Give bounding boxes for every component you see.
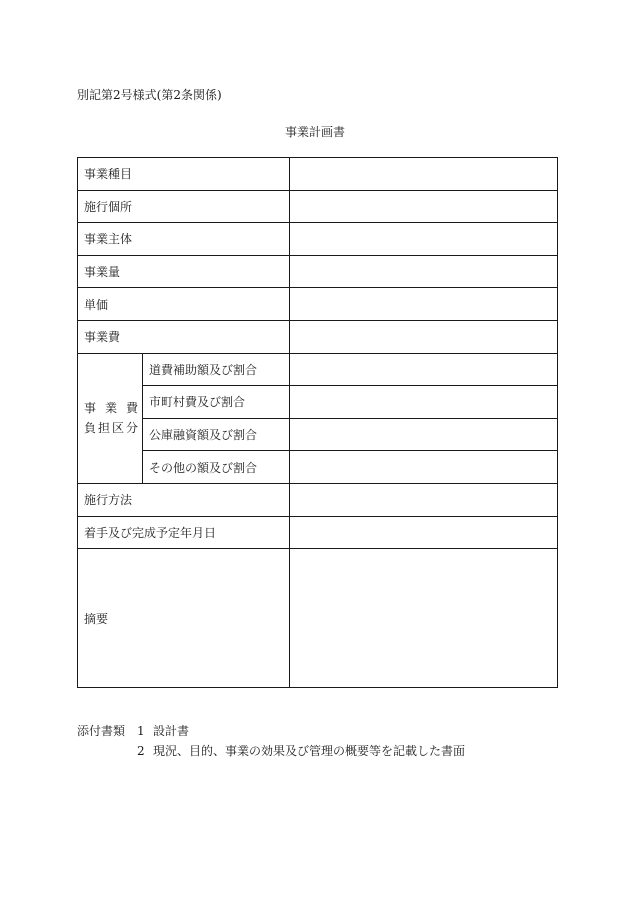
- form-number: 別記第2号様式(第2条関係): [77, 88, 222, 102]
- table-row: [78, 353, 558, 386]
- row-label-method: 施行方法: [78, 483, 290, 516]
- row-label-site: 施行個所: [78, 190, 290, 223]
- table-row: [78, 451, 558, 484]
- burden-item-label: その他の額及び割合: [143, 451, 290, 484]
- table-row: [78, 190, 558, 223]
- burden-item-value: [290, 386, 558, 419]
- table-row: [78, 549, 558, 688]
- table-row: [78, 288, 558, 321]
- attachments: [77, 721, 465, 761]
- row-value-entity: [290, 223, 558, 256]
- row-value-cost: [290, 320, 558, 353]
- row-value-site: [290, 190, 558, 223]
- row-label-unit-price: 単価: [78, 288, 290, 321]
- burden-item-value: [290, 353, 558, 386]
- burden-item-label: 道費補助額及び割合: [143, 353, 290, 386]
- burden-item-value: [290, 451, 558, 484]
- row-label-entity: 事業主体: [78, 223, 290, 256]
- burden-item-value: [290, 418, 558, 451]
- row-value-remarks: [290, 549, 558, 688]
- row-value-method: [290, 483, 558, 516]
- row-value-schedule: [290, 516, 558, 549]
- attachment-number: 1: [137, 724, 145, 738]
- attachment-item: [77, 741, 465, 761]
- row-value-unit-price: [290, 288, 558, 321]
- row-value-project-type: [290, 158, 558, 191]
- burden-group-label-line2: 負担区分: [84, 421, 138, 436]
- table-row: [78, 386, 558, 419]
- row-label-cost: 事業費: [78, 320, 290, 353]
- table-row: [78, 255, 558, 288]
- row-label-project-type: 事業種目: [78, 158, 290, 191]
- row-label-remarks: 摘要: [78, 549, 290, 688]
- table-row: [78, 223, 558, 256]
- table-row: [78, 516, 558, 549]
- burden-item-label: 公庫融資額及び割合: [143, 418, 290, 451]
- attachment-number: 2: [137, 744, 145, 758]
- attachment-item: [77, 721, 465, 741]
- burden-item-label: 市町村費及び割合: [143, 386, 290, 419]
- attachment-text: 設計書: [153, 724, 190, 738]
- attachments-heading: 添付書類: [77, 724, 126, 738]
- document-title: 事業計画書: [284, 125, 345, 139]
- table-row: [78, 483, 558, 516]
- row-label-schedule: 着手及び完成予定年月日: [78, 516, 290, 549]
- row-label-quantity: 事業量: [78, 255, 290, 288]
- row-value-quantity: [290, 255, 558, 288]
- burden-group-label: [78, 353, 143, 483]
- table-row: [78, 418, 558, 451]
- table-row: [78, 158, 558, 191]
- table-row: [78, 320, 558, 353]
- attachments-heading-spacer: [77, 741, 137, 761]
- burden-group-label-line1: 事業費: [84, 401, 138, 416]
- plan-table: [77, 157, 558, 688]
- attachment-text: 現況、目的、事業の効果及び管理の概要等を記載した書面: [153, 744, 466, 758]
